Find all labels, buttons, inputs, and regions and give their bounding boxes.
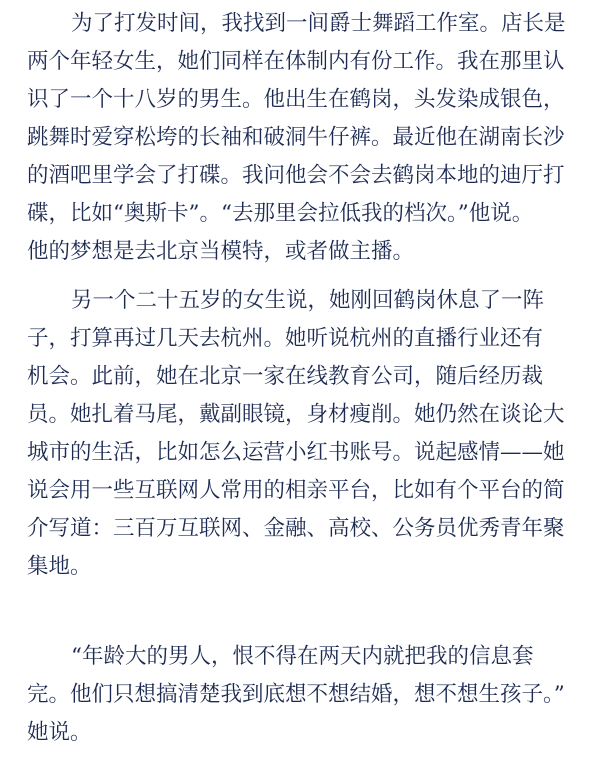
paragraph-2-line-9 [27, 588, 577, 621]
paragraph-3-line-1: “年龄大的男人，恨不得在两天内就把我的信息套 [71, 644, 534, 669]
paragraph-2-line-8: 集地。 [27, 554, 92, 579]
paragraph-2-line-2: 子，打算再过几天去杭州。她听说杭州的直播行业还有 [27, 326, 544, 351]
paragraph-1-line-5: 的酒吧里学会了打碟。我问他会不会去鹤岗本地的迪厅打 [27, 163, 565, 188]
paragraph-3-line-3: 她说。 [27, 720, 92, 745]
paragraph-2-line-6: 说会用一些互联网人常用的相亲平台，比如有个平台的简 [27, 478, 565, 503]
paragraph-1-line-4: 跳舞时爱穿松垮的长袖和破洞牛仔裤。最近他在湖南长沙 [27, 125, 565, 150]
paragraph-2-line-5: 城市的生活，比如怎么运营小红书账号。说起感情——她 [27, 440, 565, 465]
paragraph-1-line-6: 碟，比如“奥斯卡”。“去那里会拉低我的档次。”他说。 [27, 201, 534, 226]
paragraph-2-line-1: 另一个二十五岁的女生说，她刚回鹤岗休息了一阵 [71, 288, 545, 313]
paragraph-1-line-7: 他的梦想是去北京当模特，或者做主播。 [27, 239, 415, 264]
paragraph-1-line-1: 为了打发时间，我找到一间爵士舞蹈工作室。店长是 [71, 11, 566, 36]
paragraph-2-line-7: 介写道：三百万互联网、金融、高校、公务员优秀青年聚 [27, 516, 565, 541]
paragraph-2-line-3: 机会。此前，她在北京一家在线教育公司，随后经历裁 [27, 364, 544, 389]
paragraph-1-line-2: 两个年轻女生，她们同样在体制内有份工作。我在那里认 [27, 49, 565, 74]
paragraph-2-line-4: 员。她扎着马尾，戴副眼镜，身材瘦削。她仍然在谈论大 [27, 402, 565, 427]
paragraph-3-line-2: 完。他们只想搞清楚我到底想不想结婚，想不想生孩子。” [27, 682, 565, 707]
paragraph-1-line-3: 识了一个十八岁的男生。他出生在鹤岗，头发染成银色， [27, 87, 565, 112]
